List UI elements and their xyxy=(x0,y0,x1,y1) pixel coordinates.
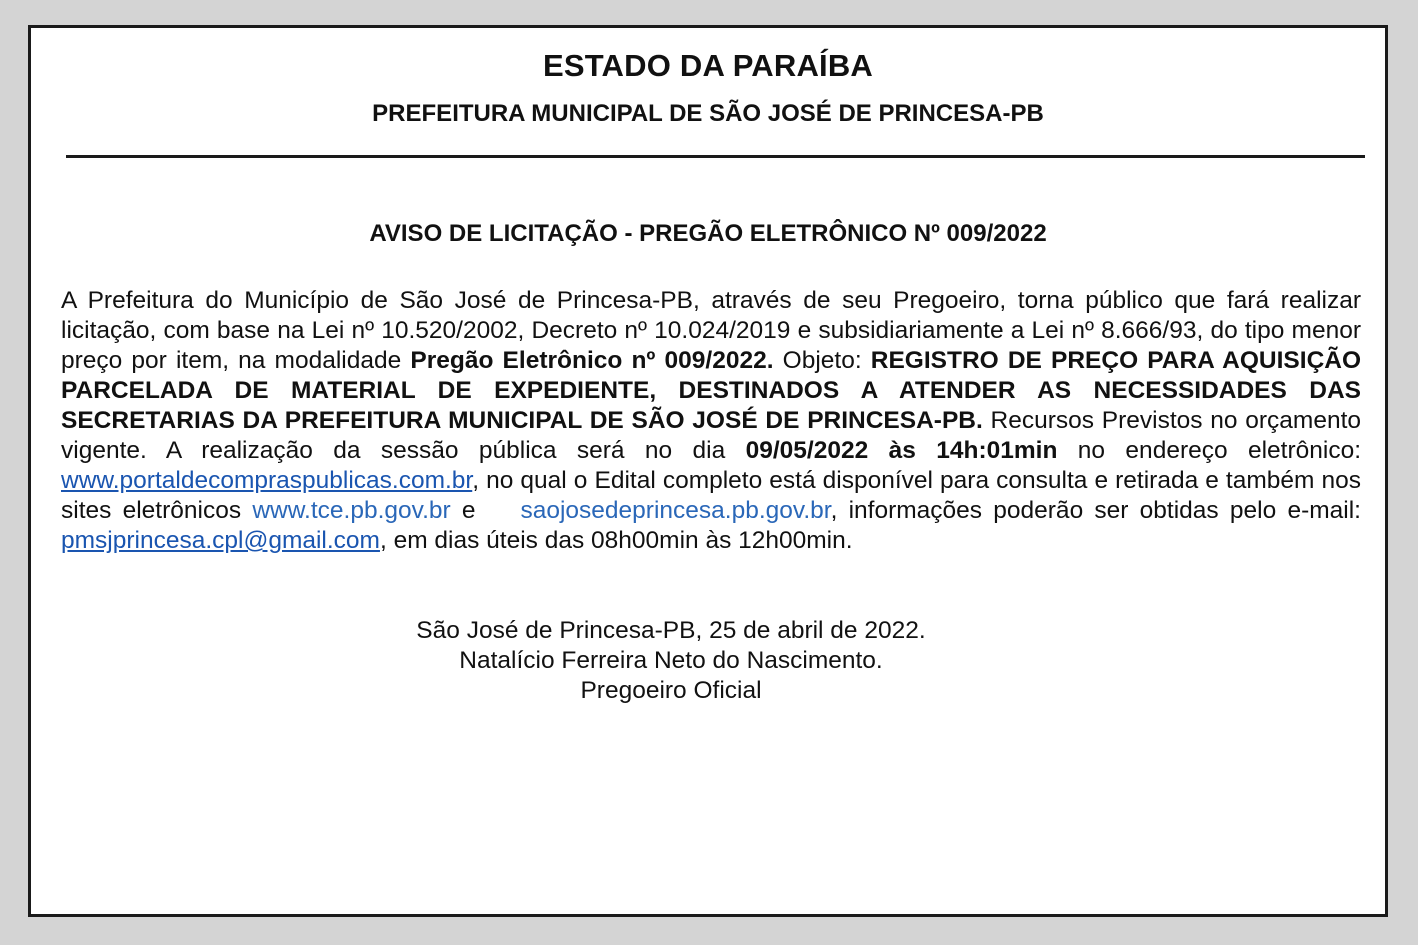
header-divider xyxy=(66,155,1365,158)
signature-block xyxy=(31,616,1391,706)
notice-frame xyxy=(28,25,1388,917)
email-link[interactable]: pmsjprincesa.cpl@gmail.com xyxy=(61,527,380,554)
body-text-address: no endereço eletrônico: xyxy=(1057,437,1362,464)
modality-text: Pregão Eletrônico nº 009/2022. xyxy=(410,347,774,374)
body-text-intro: A Prefeitura do Município de São José de Princesa-PB, através de seu Pregoeiro, torna público que fará realizar licitação, com base na Lei nº 10.520/2002, Decreto nº 10.024/2019 e subsidiariamente a Lei nº 8.666/93, do tipo menor preço por item, na modalidade xyxy=(61,287,1361,374)
portal-link[interactable]: www.portaldecompraspublicas.com.br xyxy=(61,467,473,494)
state-heading: ESTADO DA PARAÍBA xyxy=(542,48,874,83)
session-date: 09/05/2022 às 14h:01min xyxy=(745,437,1058,464)
body-text-resources: Recursos Previstos no orçamento vigente. A realização da sessão pública será no dia xyxy=(61,407,1361,464)
city-hall-heading: PREFEITURA MUNICIPAL DE SÃO JOSÉ DE PRINCESA-PB xyxy=(372,100,1044,127)
tce-link[interactable]: www.tce.pb.gov.br xyxy=(252,497,451,524)
body-text-info: , informações poderão ser obtidas pelo e-mail: xyxy=(830,497,1361,524)
signatory-name: Natalício Ferreira Neto do Nascimento. xyxy=(459,647,883,674)
body-text-hours: , em dias úteis das 08h00min às 12h00min. xyxy=(379,527,853,554)
body-text-edital: , no qual o Edital completo está disponível para consulta e retirada e também nos sites eletrônicos xyxy=(61,467,1361,524)
object-text: REGISTRO DE PREÇO PARA AQUISIÇÃO PARCELADA DE MATERIAL DE EXPEDIENTE, DESTINADOS A ATENDER AS NECESSIDADES DAS SECRETARIAS DA PREFEITURA MUNICIPAL DE SÃO JOSÉ DE PRINCESA-PB. xyxy=(61,347,1362,434)
object-label: Objeto: xyxy=(773,347,871,374)
notice-title: AVISO DE LICITAÇÃO - PREGÃO ELETRÔNICO Nº 009/2022 xyxy=(369,220,1047,247)
signatory-role: Pregoeiro Oficial xyxy=(580,677,762,704)
place-date: São José de Princesa-PB, 25 de abril de 2022. xyxy=(416,617,926,644)
body-text-and: e xyxy=(450,497,521,524)
municipality-link[interactable]: saojosedeprincesa.pb.gov.br xyxy=(520,497,831,524)
notice-body xyxy=(61,286,1361,556)
